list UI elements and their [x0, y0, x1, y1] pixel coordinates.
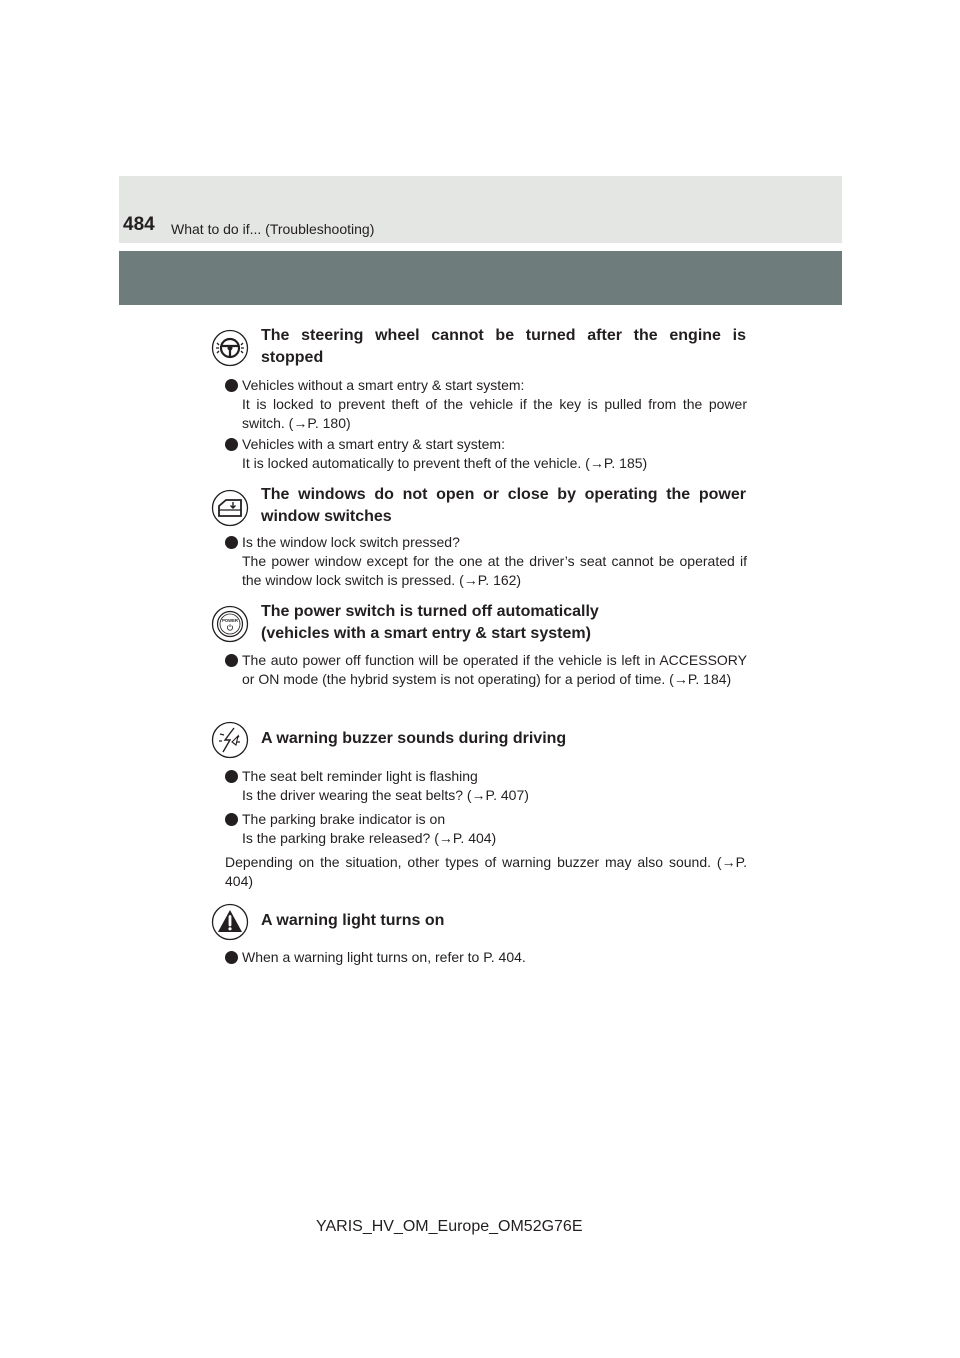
topic-heading-line: The power switch is turned off automatically: [261, 603, 599, 620]
power-switch-icon: [211, 605, 249, 643]
topic-heading: The windows do not open or close by operating the power window switches: [261, 486, 746, 525]
topic-heading: [261, 601, 746, 645]
power-switch-label: POWER: [222, 618, 238, 623]
topic-heading: The steering wheel cannot be turned after the engine is stopped: [261, 327, 746, 366]
bullet-dot: [225, 379, 238, 392]
topic-heading-line: (vehicles with a smart entry & start system): [261, 625, 591, 642]
bullet-item: [225, 948, 747, 967]
bullet-body: Is the driver wearing the seat belts? (→P. 407): [242, 787, 529, 803]
bullet-item: [225, 533, 747, 590]
bullet-body: When a warning light turns on, refer to P. 404.: [242, 949, 526, 965]
section-title: What to do if... (Troubleshooting): [171, 221, 375, 237]
bullet-item: [225, 435, 747, 473]
document-code: YARIS_HV_OM_Europe_OM52G76E: [316, 1218, 583, 1235]
bullet-dot: [225, 654, 238, 667]
note-text: Depending on the situation, other types of warning buzzer may also sound. (→P. 404): [225, 854, 747, 889]
bullet-lead: Is the window lock switch pressed?: [242, 534, 460, 550]
bullet-lead: The seat belt reminder light is flashing: [242, 768, 478, 784]
bullet-lead: Vehicles without a smart entry & start system:: [242, 377, 525, 393]
bullet-item: [225, 376, 747, 433]
bullet-body: The auto power off function will be operated if the vehicle is left in ACCESSORY or ON mode (the hybrid system is not operating) for a period of time. (→P. 184): [242, 652, 747, 687]
warning-buzzer-icon: [211, 721, 249, 759]
bullet-lead: The parking brake indicator is on: [242, 811, 446, 827]
bullet-item: [225, 810, 747, 848]
page-number: 484: [123, 214, 155, 235]
bullet-dot: [225, 951, 238, 964]
bullet-body: It is locked to prevent theft of the vehicle if the key is pulled from the power switch. (→P. 180): [242, 396, 747, 431]
bullet-item: [225, 767, 747, 805]
bullet-body: The power window except for the one at the driver’s seat cannot be operated if the window lock switch is pressed. (→P. 162): [242, 553, 747, 588]
bullet-item: [225, 651, 747, 689]
bullet-body: It is locked automatically to prevent theft of the vehicle. (→P. 185): [242, 455, 648, 471]
section-bar: [119, 251, 842, 305]
bullet-dot: [225, 813, 238, 826]
bullet-dot: [225, 438, 238, 451]
warning-triangle-icon: [211, 903, 249, 941]
power-window-switch-icon: [211, 489, 249, 527]
topic-heading: A warning light turns on: [261, 912, 445, 929]
bullet-dot: [225, 536, 238, 549]
bullet-body: Is the parking brake released? (→P. 404): [242, 830, 497, 846]
bullet-lead: Vehicles with a smart entry & start system:: [242, 436, 505, 452]
bullet-dot: [225, 770, 238, 783]
steering-wheel-icon: [211, 329, 249, 367]
topic-heading: A warning buzzer sounds during driving: [261, 730, 567, 747]
